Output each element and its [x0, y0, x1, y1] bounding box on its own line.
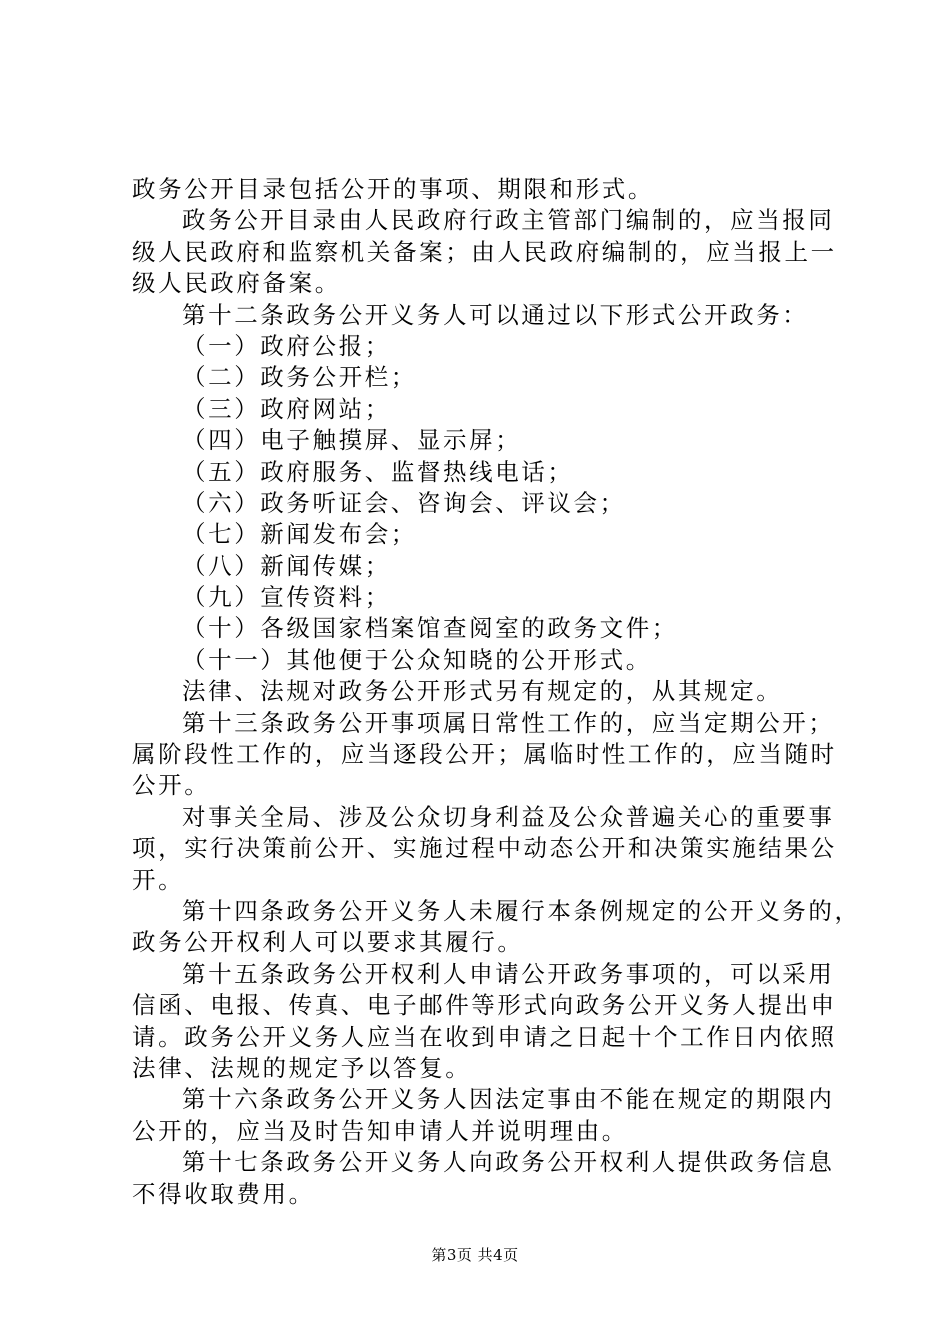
text-line: 第十七条政务公开义务人向政务公开权利人提供政务信息: [182, 1148, 835, 1177]
text-line: 级人民政府和监察机关备案；由人民政府编制的，应当报上一: [132, 237, 837, 266]
page-footer: 第3页 共4页: [431, 1246, 519, 1264]
text-line: （三）政府网站；: [182, 394, 391, 423]
text-line: 不得收取费用。: [132, 1179, 315, 1208]
text-line: 政务公开权利人可以要求其履行。: [132, 928, 524, 957]
text-line: 第十四条政务公开义务人未履行本条例规定的公开义务的，: [182, 896, 861, 925]
text-line: 政务公开目录由人民政府行政主管部门编制的，应当报同: [182, 206, 835, 235]
text-line: 政务公开目录包括公开的事项、期限和形式。: [132, 175, 654, 203]
text-line: 法律、法规对政务公开形式另有规定的，从其规定。: [182, 677, 783, 706]
text-line: （六）政务听证会、咨询会、评议会；: [182, 488, 626, 517]
text-line: 级人民政府备案。: [132, 269, 341, 298]
text-line: 第十五条政务公开权利人申请公开政务事项的，可以采用: [182, 959, 835, 988]
text-line: （一）政府公报；: [182, 331, 391, 360]
text-line: （十一）其他便于公众知晓的公开形式。: [182, 645, 652, 674]
text-line: 对事关全局、涉及公众切身利益及公众普遍关心的重要事: [182, 802, 835, 831]
text-line: （九）宣传资料；: [182, 583, 391, 612]
text-line: 开。: [132, 865, 185, 894]
text-line: 项，实行决策前公开、实施过程中动态公开和决策实施结果公: [132, 834, 837, 863]
text-line: 属阶段性工作的，应当逐段公开；属临时性工作的，应当随时: [132, 740, 837, 769]
text-line: 第十二条政务公开义务人可以通过以下形式公开政务：: [182, 300, 809, 329]
text-line: （八）新闻传媒；: [182, 551, 391, 580]
text-line: 法律、法规的规定予以答复。: [132, 1053, 472, 1082]
text-line: 信函、电报、传真、电子邮件等形式向政务公开义务人提出申: [132, 991, 837, 1020]
text-line: 第十六条政务公开义务人因法定事由不能在规定的期限内: [182, 1085, 835, 1114]
text-line: （五）政府服务、监督热线电话；: [182, 457, 574, 486]
document-body: [132, 174, 861, 1210]
text-line: （二）政务公开栏；: [182, 363, 417, 392]
text-line: 第十三条政务公开事项属日常性工作的，应当定期公开；: [182, 708, 835, 737]
text-line: 公开的，应当及时告知申请人并说明理由。: [132, 1116, 628, 1145]
text-line: 公开。: [132, 771, 211, 800]
text-line: 请。政务公开义务人应当在收到申请之日起十个工作日内依照: [132, 1022, 837, 1051]
text-line: （七）新闻发布会；: [182, 520, 417, 549]
text-line: （十）各级国家档案馆查阅室的政务文件；: [182, 614, 678, 643]
text-line: （四）电子触摸屏、显示屏；: [182, 426, 522, 455]
